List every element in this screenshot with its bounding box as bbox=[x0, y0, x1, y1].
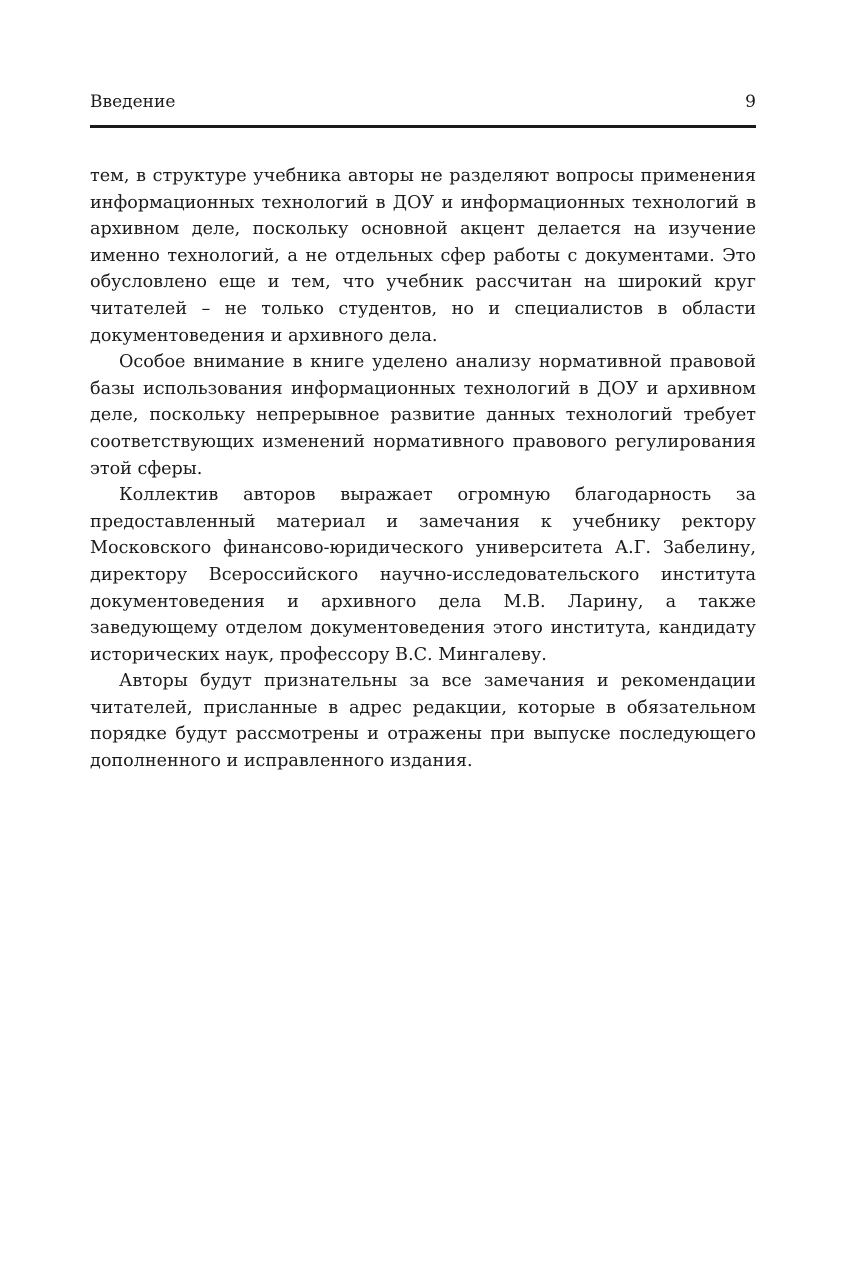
body-text bbox=[90, 163, 756, 775]
paragraph-acknowledgements: Коллектив авторов выражает огромную благодарность за предоставленный материал и замечания к учебнику ректору Московского финансово-юридического университета А.Г. Забелину, директору Всероссийского научно-исследовательского института документоведения и архивного дела М.В. Ларину, а также заведующему отделом документоведения этого института, кандидату исторических наук, профессору В.С. Мингалеву. bbox=[90, 485, 756, 665]
header-divider bbox=[90, 125, 756, 128]
paragraph-continued: тем, в структуре учебника авторы не разделяют вопросы применения информационных технологий в ДОУ и информационных технологий в архивном деле, поскольку основной акцент делается на изучение именно технологий, а не отдельных сфер работы с документами. Это обусловлено еще и тем, что учебник рассчитан на широкий круг читателей – не только студентов, но и специалистов в области документоведения и архивного дела. bbox=[90, 166, 756, 346]
paragraph-legal-framework: Особое внимание в книге уделено анализу нормативной правовой базы использования информационных технологий в ДОУ и архивном деле, поскольку непрерывное развитие данных технологий требует соответствующих изменений нормативного правового регулирования этой сферы. bbox=[90, 352, 756, 479]
page-number: 9 bbox=[745, 92, 756, 112]
running-header bbox=[90, 88, 756, 118]
paragraph-reader-feedback: Авторы будут признательны за все замечания и рекомендации читателей, присланные в адрес редакции, которые в обязательном порядке будут рассмотрены и отражены при выпуске последующего дополненного и исправленного издания. bbox=[90, 671, 756, 772]
running-header-title: Введение bbox=[90, 92, 176, 112]
